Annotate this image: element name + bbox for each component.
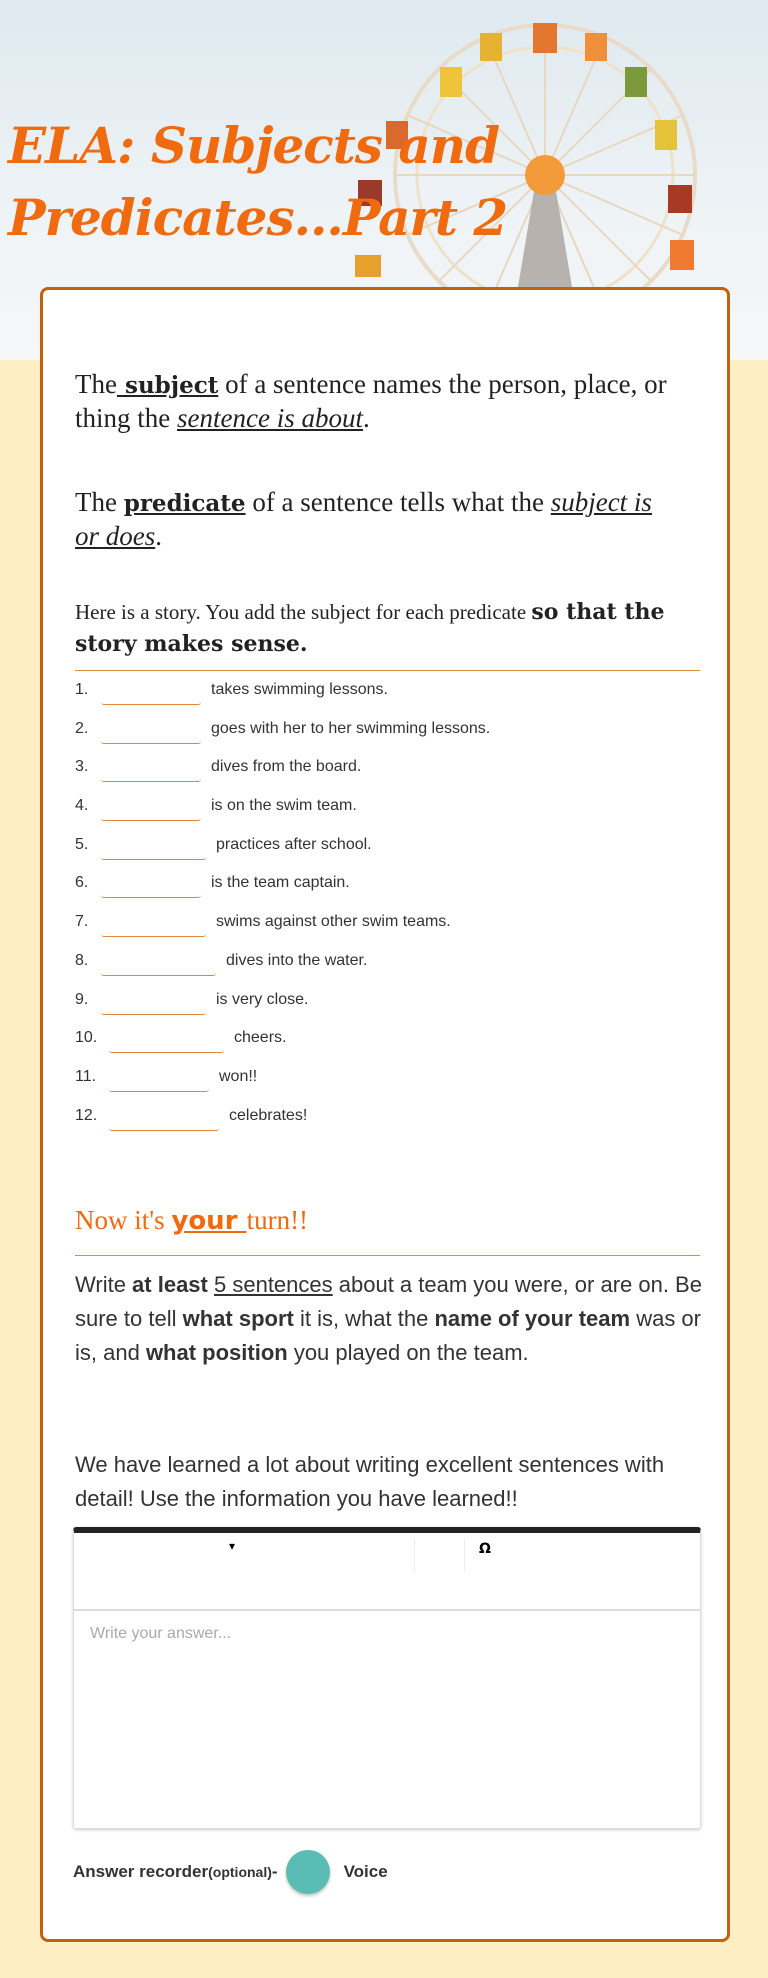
item-number: 10. (75, 1029, 98, 1047)
recorder-optional: (optional) (208, 1864, 272, 1880)
t: what sport (182, 1306, 294, 1331)
predicate-text: goes with her to her swimming lessons. (211, 719, 491, 737)
dropdown-caret-icon[interactable]: ▾ (229, 1539, 236, 1553)
t: what position (145, 1340, 288, 1365)
subject-term: subject (116, 372, 219, 399)
t: was or is, and (75, 1306, 701, 1365)
text: The (75, 369, 117, 399)
voice-label[interactable]: Voice (343, 1862, 388, 1881)
bold-text: so that the story makes sense. (75, 599, 665, 657)
text: The (75, 487, 124, 517)
recorder-label: Answer recorder (73, 1862, 209, 1881)
title-line-1: ELA: Subjects and (8, 116, 500, 175)
writing-prompt-2: We have learned a lot about writing excellent sentences with detail! Use the information you have learned!! (75, 1452, 665, 1511)
text: of a sentence names the person, place, or thing the (75, 369, 667, 433)
item-number: 3. (75, 758, 89, 776)
divider (75, 1255, 700, 1256)
bold-text: your (171, 1206, 247, 1236)
list-item (75, 913, 675, 952)
predicate-text: is very close. (216, 990, 309, 1008)
predicate-text: is on the swim team. (211, 797, 357, 815)
text: Here is a story. You add the subject for each predicate (75, 600, 532, 624)
list-item (75, 991, 675, 1030)
text: Now it's (75, 1205, 172, 1235)
emphasis: subject is or does (75, 487, 652, 551)
list-item (75, 681, 675, 720)
list-item (75, 1029, 675, 1068)
subject-blank-input[interactable] (101, 840, 206, 860)
predicate-text: dives into the water. (226, 951, 368, 969)
title-line-2: Predicates...Part 2 (8, 188, 508, 247)
predicate-text: is the team captain. (211, 874, 350, 892)
text: - (271, 1862, 278, 1881)
predicate-text: won!! (219, 1067, 258, 1085)
predicate-definition (75, 486, 675, 553)
fill-in-list (75, 681, 675, 1145)
item-number: 5. (75, 835, 89, 853)
list-item (75, 952, 675, 991)
subject-blank-input[interactable] (101, 956, 216, 976)
answer-editor (73, 1527, 701, 1829)
item-number: 4. (75, 797, 89, 815)
text: turn!! (246, 1205, 309, 1235)
subject-blank-input[interactable] (101, 917, 206, 937)
subject-blank-input[interactable] (109, 1072, 209, 1092)
list-item (75, 758, 675, 797)
predicate-text: dives from the board. (211, 758, 362, 776)
t: at least (132, 1272, 208, 1297)
subject-blank-input[interactable] (101, 762, 201, 782)
t: about a team you were, or are on. Be sure to tell (75, 1272, 702, 1331)
list-item (75, 1107, 675, 1146)
list-item (75, 1068, 675, 1107)
predicate-text: swims against other swim teams. (216, 913, 451, 931)
predicate-term: predicate (123, 490, 246, 517)
item-number: 12. (75, 1106, 98, 1124)
subject-blank-input[interactable] (101, 878, 201, 898)
predicate-text: takes swimming lessons. (211, 681, 388, 698)
answer-recorder (73, 1850, 388, 1894)
list-item (75, 874, 675, 913)
toolbar-separator (464, 1538, 465, 1572)
text: of a sentence tells what the (245, 487, 551, 517)
subject-blank-input[interactable] (101, 995, 206, 1015)
subject-blank-input[interactable] (101, 685, 201, 705)
t: name of your team (434, 1306, 631, 1331)
editor-toolbar (74, 1533, 700, 1611)
emphasis: sentence is about (177, 403, 363, 433)
item-number: 7. (75, 913, 89, 931)
item-number: 11. (75, 1067, 97, 1085)
toolbar-separator (414, 1538, 415, 1572)
subject-definition (75, 368, 675, 435)
subject-blank-input[interactable] (101, 801, 201, 821)
text: . (362, 403, 370, 433)
item-number: 6. (75, 874, 89, 892)
subject-blank-input[interactable] (101, 724, 201, 744)
text: . (155, 521, 162, 551)
section-heading (75, 1205, 308, 1236)
subject-blank-input[interactable] (109, 1033, 224, 1053)
list-item (75, 797, 675, 836)
story-instructions (75, 596, 705, 660)
answer-textarea[interactable]: Write your answer... (90, 1625, 232, 1642)
predicate-text: practices after school. (216, 835, 372, 853)
item-number: 9. (75, 990, 89, 1008)
writing-prompt (75, 1268, 705, 1370)
predicate-text: cheers. (234, 1029, 287, 1047)
subject-blank-input[interactable] (109, 1111, 219, 1131)
t: 5 sentences (214, 1272, 333, 1297)
divider (75, 670, 700, 671)
t: you played on the team. (287, 1340, 529, 1365)
special-character-icon[interactable]: Ω (479, 1541, 491, 1557)
list-item (75, 720, 675, 759)
list-item (75, 836, 675, 875)
t: Write (75, 1272, 133, 1297)
item-number: 2. (75, 719, 89, 737)
page-title (8, 110, 507, 254)
item-number: 1. (75, 681, 89, 698)
item-number: 8. (75, 951, 89, 969)
worksheet-card (40, 287, 730, 1942)
t: it is, what the (293, 1306, 435, 1331)
predicate-text: celebrates! (229, 1106, 308, 1124)
record-button[interactable] (286, 1850, 330, 1894)
